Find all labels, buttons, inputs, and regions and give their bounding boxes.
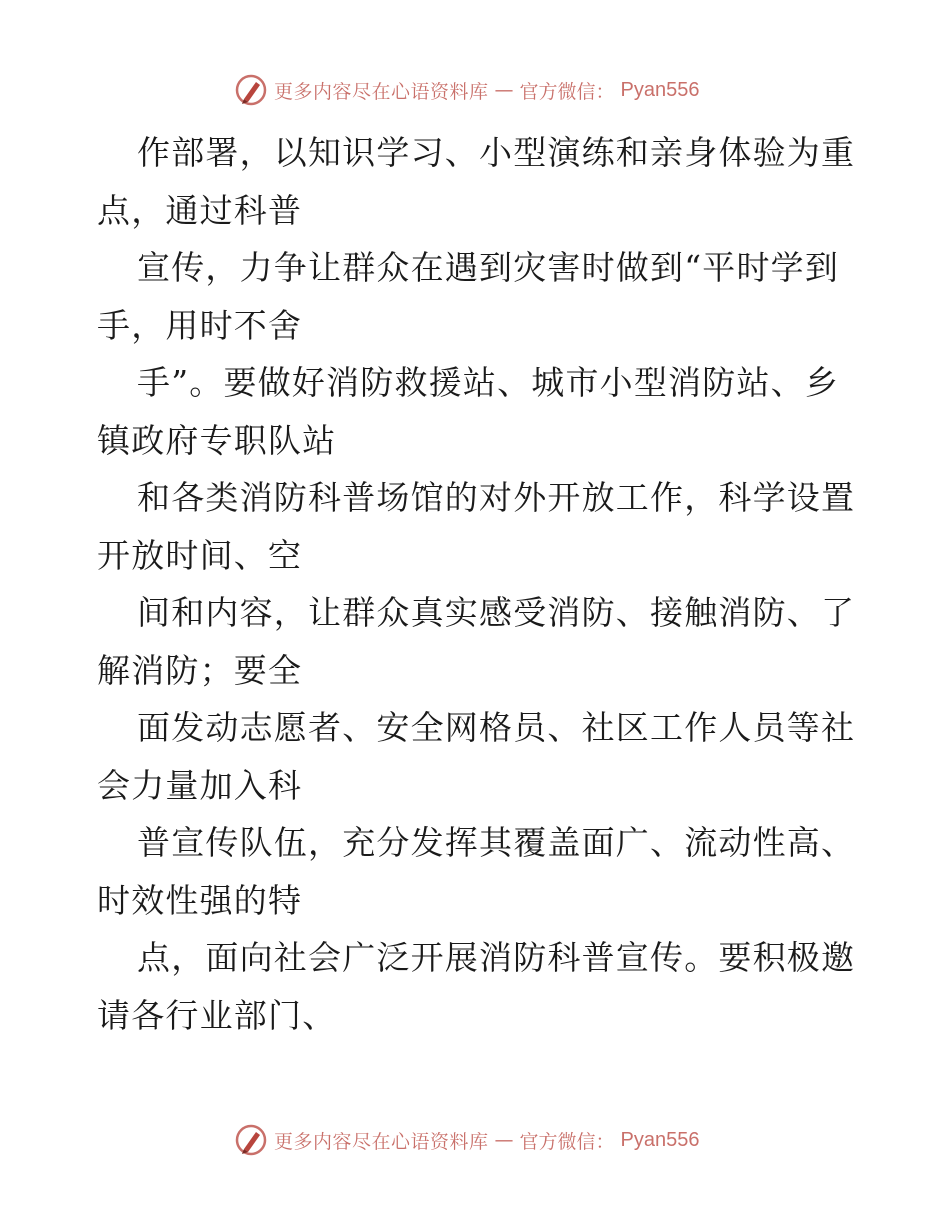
body-line-5: 手”。要做好消防救援站、城市小型消防站、乡	[137, 363, 840, 402]
banner-brand-text: 更多内容尽在心语资料库	[274, 80, 489, 103]
banner-dash: —	[494, 79, 514, 101]
body-line-8: 开放时间、空	[97, 535, 303, 575]
pen-logo-icon	[234, 73, 268, 107]
body-line-16: 请各行业部门、	[97, 995, 337, 1035]
body-line-6: 镇政府专职队站	[97, 420, 337, 460]
banner-dash: —	[494, 1129, 514, 1151]
body-line-7: 和各类消防科普场馆的对外开放工作，科学设置	[137, 478, 856, 517]
body-line-14: 时效性强的特	[97, 880, 303, 920]
body-line-1: 作部署，以知识学习、小型演练和亲身体验为重	[137, 133, 856, 172]
body-line-11: 面发动志愿者、安全网格员、社区工作人员等社	[137, 708, 856, 747]
body-line-15: 点，面向社会广泛开展消防科普宣传。要积极邀	[137, 938, 856, 977]
body-line-3: 宣传，力争让群众在遇到灾害时做到“平时学到	[137, 248, 840, 287]
body-line-13: 普宣传队伍，充分发挥其覆盖面广、流动性高、	[137, 823, 856, 862]
body-line-12: 会力量加入科	[97, 765, 303, 805]
banner-wechat-id: Pyan556	[620, 1128, 700, 1151]
banner-brand-text: 更多内容尽在心语资料库	[274, 1130, 489, 1153]
banner-wechat-label: 官方微信：	[519, 1130, 615, 1153]
banner-wechat-id: Pyan556	[620, 78, 700, 101]
body-line-4: 手，用时不舍	[97, 305, 303, 345]
body-line-2: 点，通过科普	[97, 190, 303, 230]
document-body	[97, 124, 857, 1044]
body-line-9: 间和内容，让群众真实感受消防、接触消防、了	[137, 593, 856, 632]
banner-wechat-label: 官方微信：	[519, 80, 615, 103]
header-banner	[234, 72, 700, 108]
body-line-10: 解消防；要全	[97, 650, 303, 690]
footer-banner	[234, 1122, 700, 1158]
pen-logo-icon	[234, 1123, 268, 1157]
